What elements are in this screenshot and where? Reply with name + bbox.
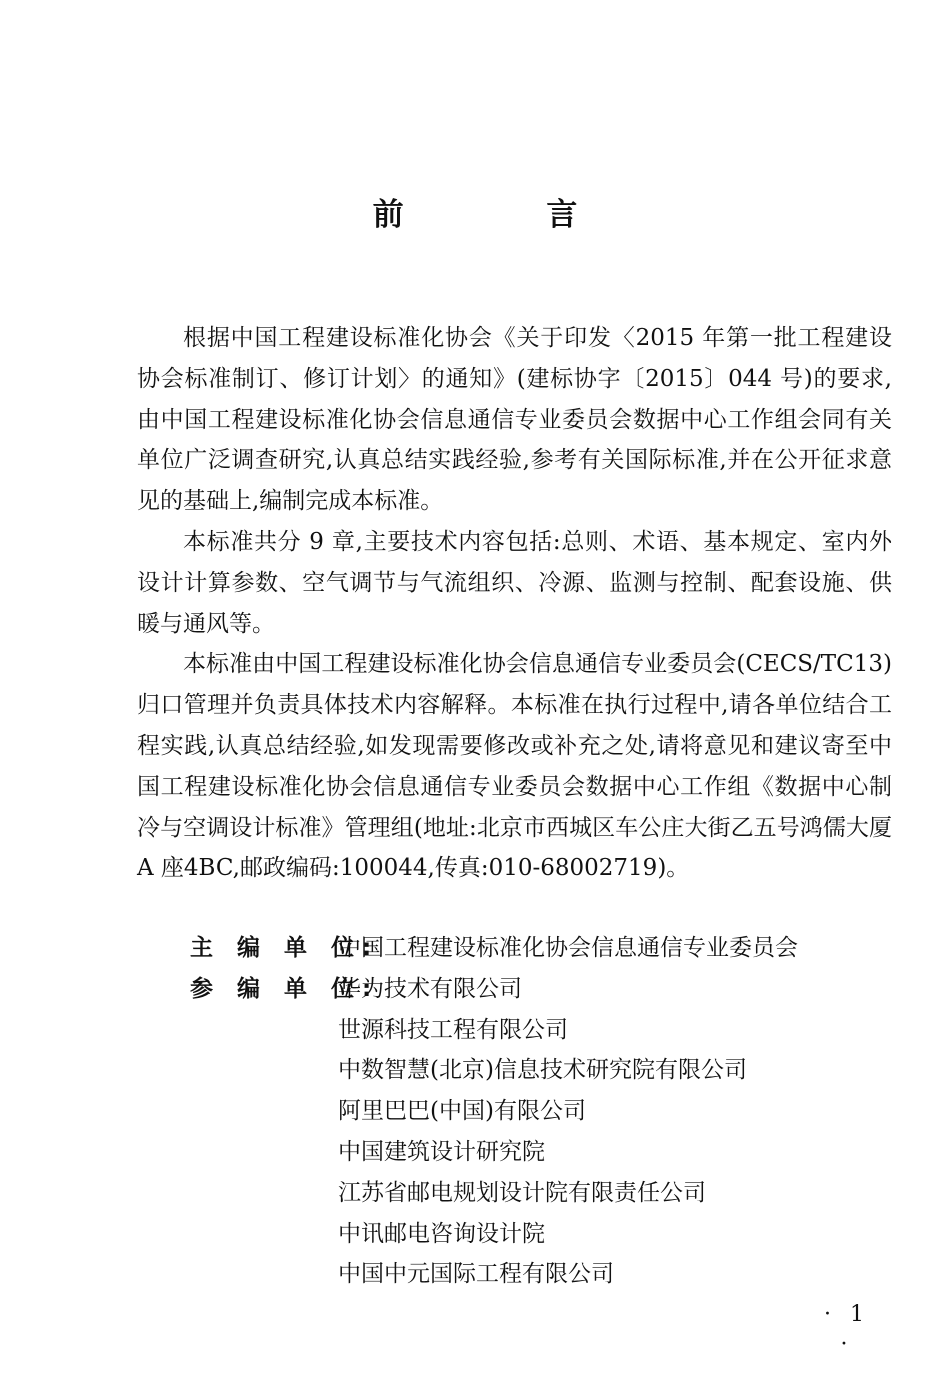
paragraph-origin: 根据中国工程建设标准化协会《关于印发〈2015 年第一批工程建设协会标准制订、修订计划〉的通知》(建标协字〔2015〕044 号)的要求,由中国工程建设标准化协会信息通信专业委员会数据中心工作组会同有关单位广泛调查研究,认真总结实践经验,参考有关国际标准,并在公开征求意见的基础上,编制完成本标准。 xyxy=(137,325,892,515)
preface-body xyxy=(137,318,892,889)
list-item: 中讯邮电咨询设计院 xyxy=(338,1220,545,1247)
chief-unit-row xyxy=(190,928,890,969)
list-item: 阿里巴巴(中国)有限公司 xyxy=(338,1098,586,1125)
list-item: 世源科技工程有限公司 xyxy=(338,1016,568,1043)
units-section xyxy=(190,928,890,1295)
list-item: 中数智慧(北京)信息技术研究院有限公司 xyxy=(338,1057,747,1084)
page-title: 前 言 xyxy=(372,197,644,233)
page-number: · 1 · xyxy=(824,1302,870,1357)
paragraph-management: 本标准由中国工程建设标准化协会信息通信专业委员会(CECS/TC13)归口管理并负责具体技术内容解释。本标准在执行过程中,请各单位结合工程实践,认真总结经验,如发现需要修改或补充之处,请将意见和建议寄至中国工程建设标准化协会信息通信专业委员会数据中心工作组《数据中心制冷与空调设计标准》管理组(地址:北京市西城区车公庄大街乙五号鸿儒大厦 A 座4BC,邮政编码:100044,传真:010-68002719)。 xyxy=(137,651,892,882)
participating-unit-row xyxy=(190,969,890,1010)
chief-unit-label: 主 编 单 位: xyxy=(190,935,380,961)
list-item: 江苏省邮电规划设计院有限责任公司 xyxy=(338,1179,706,1206)
chief-unit-value: 中国工程建设标准化协会信息通信专业委员会 xyxy=(338,935,798,961)
list-item: 中国中元国际工程有限公司 xyxy=(338,1261,614,1288)
paragraph-contents: 本标准共分 9 章,主要技术内容包括:总则、术语、基本规定、室内外设计计算参数、空气调节与气流组织、冷源、监测与控制、配套设施、供暖与通风等。 xyxy=(137,528,892,637)
participating-unit-first: 华为技术有限公司 xyxy=(338,975,522,1002)
participating-unit-label: 参 编 单 位: xyxy=(190,975,380,1002)
list-item: 中国建筑设计研究院 xyxy=(338,1138,545,1165)
participating-unit-list xyxy=(190,1010,890,1296)
